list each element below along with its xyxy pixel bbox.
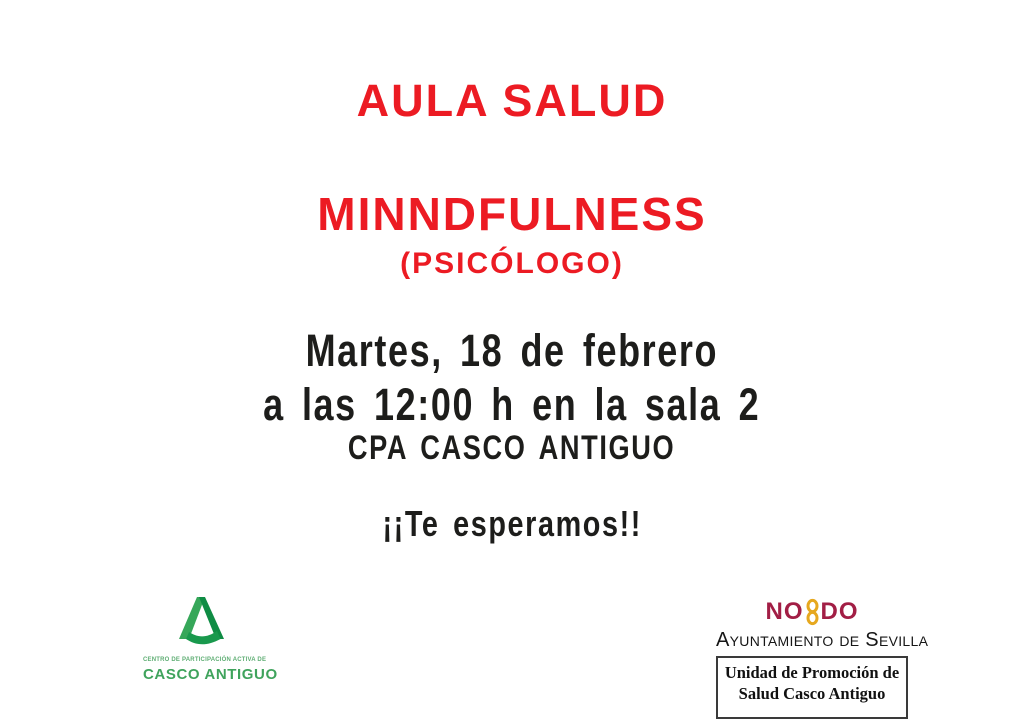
event-time-text: a las 12:00 h en la sala 2 — [263, 379, 761, 430]
nosdo-motto — [716, 597, 908, 627]
health-unit-line2: Salud Casco Antiguo — [738, 683, 886, 703]
closing-line — [0, 503, 1024, 544]
event-place-text: CPA CASCO ANTIGUO — [348, 429, 676, 467]
ayuntamiento-sevilla-logo-block — [716, 597, 929, 719]
event-title: MINNDFULNESS — [317, 188, 707, 240]
health-unit-box — [716, 656, 908, 719]
ayuntamiento-name-label: Ayuntamiento de Sevilla — [716, 629, 929, 651]
junta-org-small-label: CENTRO DE PARTICIPACIÓN ACTIVA DE — [143, 657, 267, 663]
nosdo-madeja-icon — [805, 597, 820, 627]
event-time-line — [0, 379, 1024, 430]
event-place-line — [0, 431, 1024, 465]
junta-andalucia-a-icon — [172, 588, 230, 648]
page-title: AULA SALUD — [356, 75, 668, 126]
health-unit-line1: Unidad de Promoción de — [724, 663, 900, 682]
event-date-line — [0, 325, 1024, 376]
closing-text: ¡¡Te esperamos!! — [382, 503, 642, 544]
nosdo-no-text: NO — [765, 598, 804, 625]
nosdo-do-text: DO — [820, 598, 859, 625]
junta-org-name-label: CASCO ANTIGUO — [143, 666, 278, 683]
junta-andalucia-logo-block — [143, 588, 278, 683]
event-subtitle: (PSICÓLOGO) — [400, 247, 624, 280]
event-date-text: Martes, 18 de febrero — [305, 325, 719, 376]
